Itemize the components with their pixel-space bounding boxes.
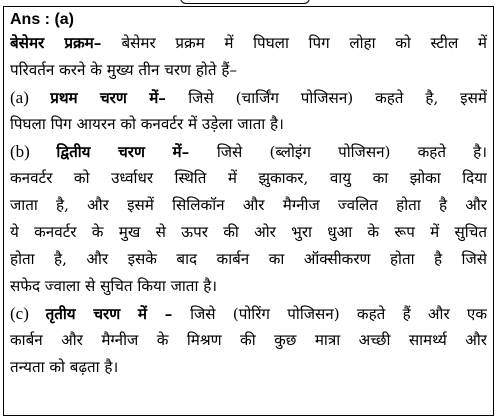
section-heading: बेसेमर प्रक्रम– [10,34,122,52]
previous-box-edge [180,0,310,4]
line-text: कार्बन और मैग्नीज के मिश्रण की कुछ मात्रा अच्छी सामर्थ्य और [10,331,487,349]
step-heading: प्रथम चरण में– [50,89,189,107]
text-line [10,138,487,165]
step-marker: (c) [10,304,46,323]
text-line [10,57,487,84]
line-text: कनवर्टर को उर्ध्वाधर स्थिति में झुकाकर, वायु का झोका दिया [10,169,487,187]
line-text: जिसे (पोरिंग पोजिसन) कहते हैं और एक [190,305,487,323]
step-marker: (a) [10,88,51,107]
text-line [10,30,487,57]
line-text: बेसेमर प्रक्रम में पिघला पिग लोहा को स्टील में [121,34,487,52]
text-line [10,111,487,138]
answer-box [3,6,494,416]
text-line [10,219,487,246]
step-heading: द्वितीय चरण में– [56,143,217,161]
step-heading: तृतीय चरण में – [45,305,191,323]
line-text: जाता है, और इसमें सिलिकॉन और मैग्नीज ज्वलित होता है और [10,196,487,214]
line-text: जिसे (चार्जिंग पोजिसन) कहते है, इसमें [188,89,487,107]
text-line [10,354,487,381]
text-line [10,300,487,327]
text-line [10,246,487,273]
answer-label: Ans : (a) [10,11,74,28]
line-text: होता है, और इसके बाद कार्बन का ऑक्सीकरण होता है जिसे [10,250,487,268]
text-line [10,192,487,219]
text-line [10,327,487,354]
step-marker: (b) [10,142,57,161]
text-line [10,165,487,192]
line-text: पिघला पिग आयरन को कनवर्टर में उड़ेला जाता है। [10,115,284,133]
line-text: सफेद ज्वाला से सुचित किया जाता है। [10,277,218,295]
line-text: परिवर्तन करने के मुख्य तीन चरण होते हैं– [10,61,238,79]
text-line [10,273,487,300]
line-text: तन्यता को बढ़ता है। [10,358,119,376]
text-line [10,84,487,111]
line-text: जिसे (ब्लोइंग पोजिसन) कहते है। [216,143,487,161]
line-text: ये कनवर्टर के मुख से ऊपर की ओर भुरा धुआ के रूप में सुचित [10,223,487,241]
